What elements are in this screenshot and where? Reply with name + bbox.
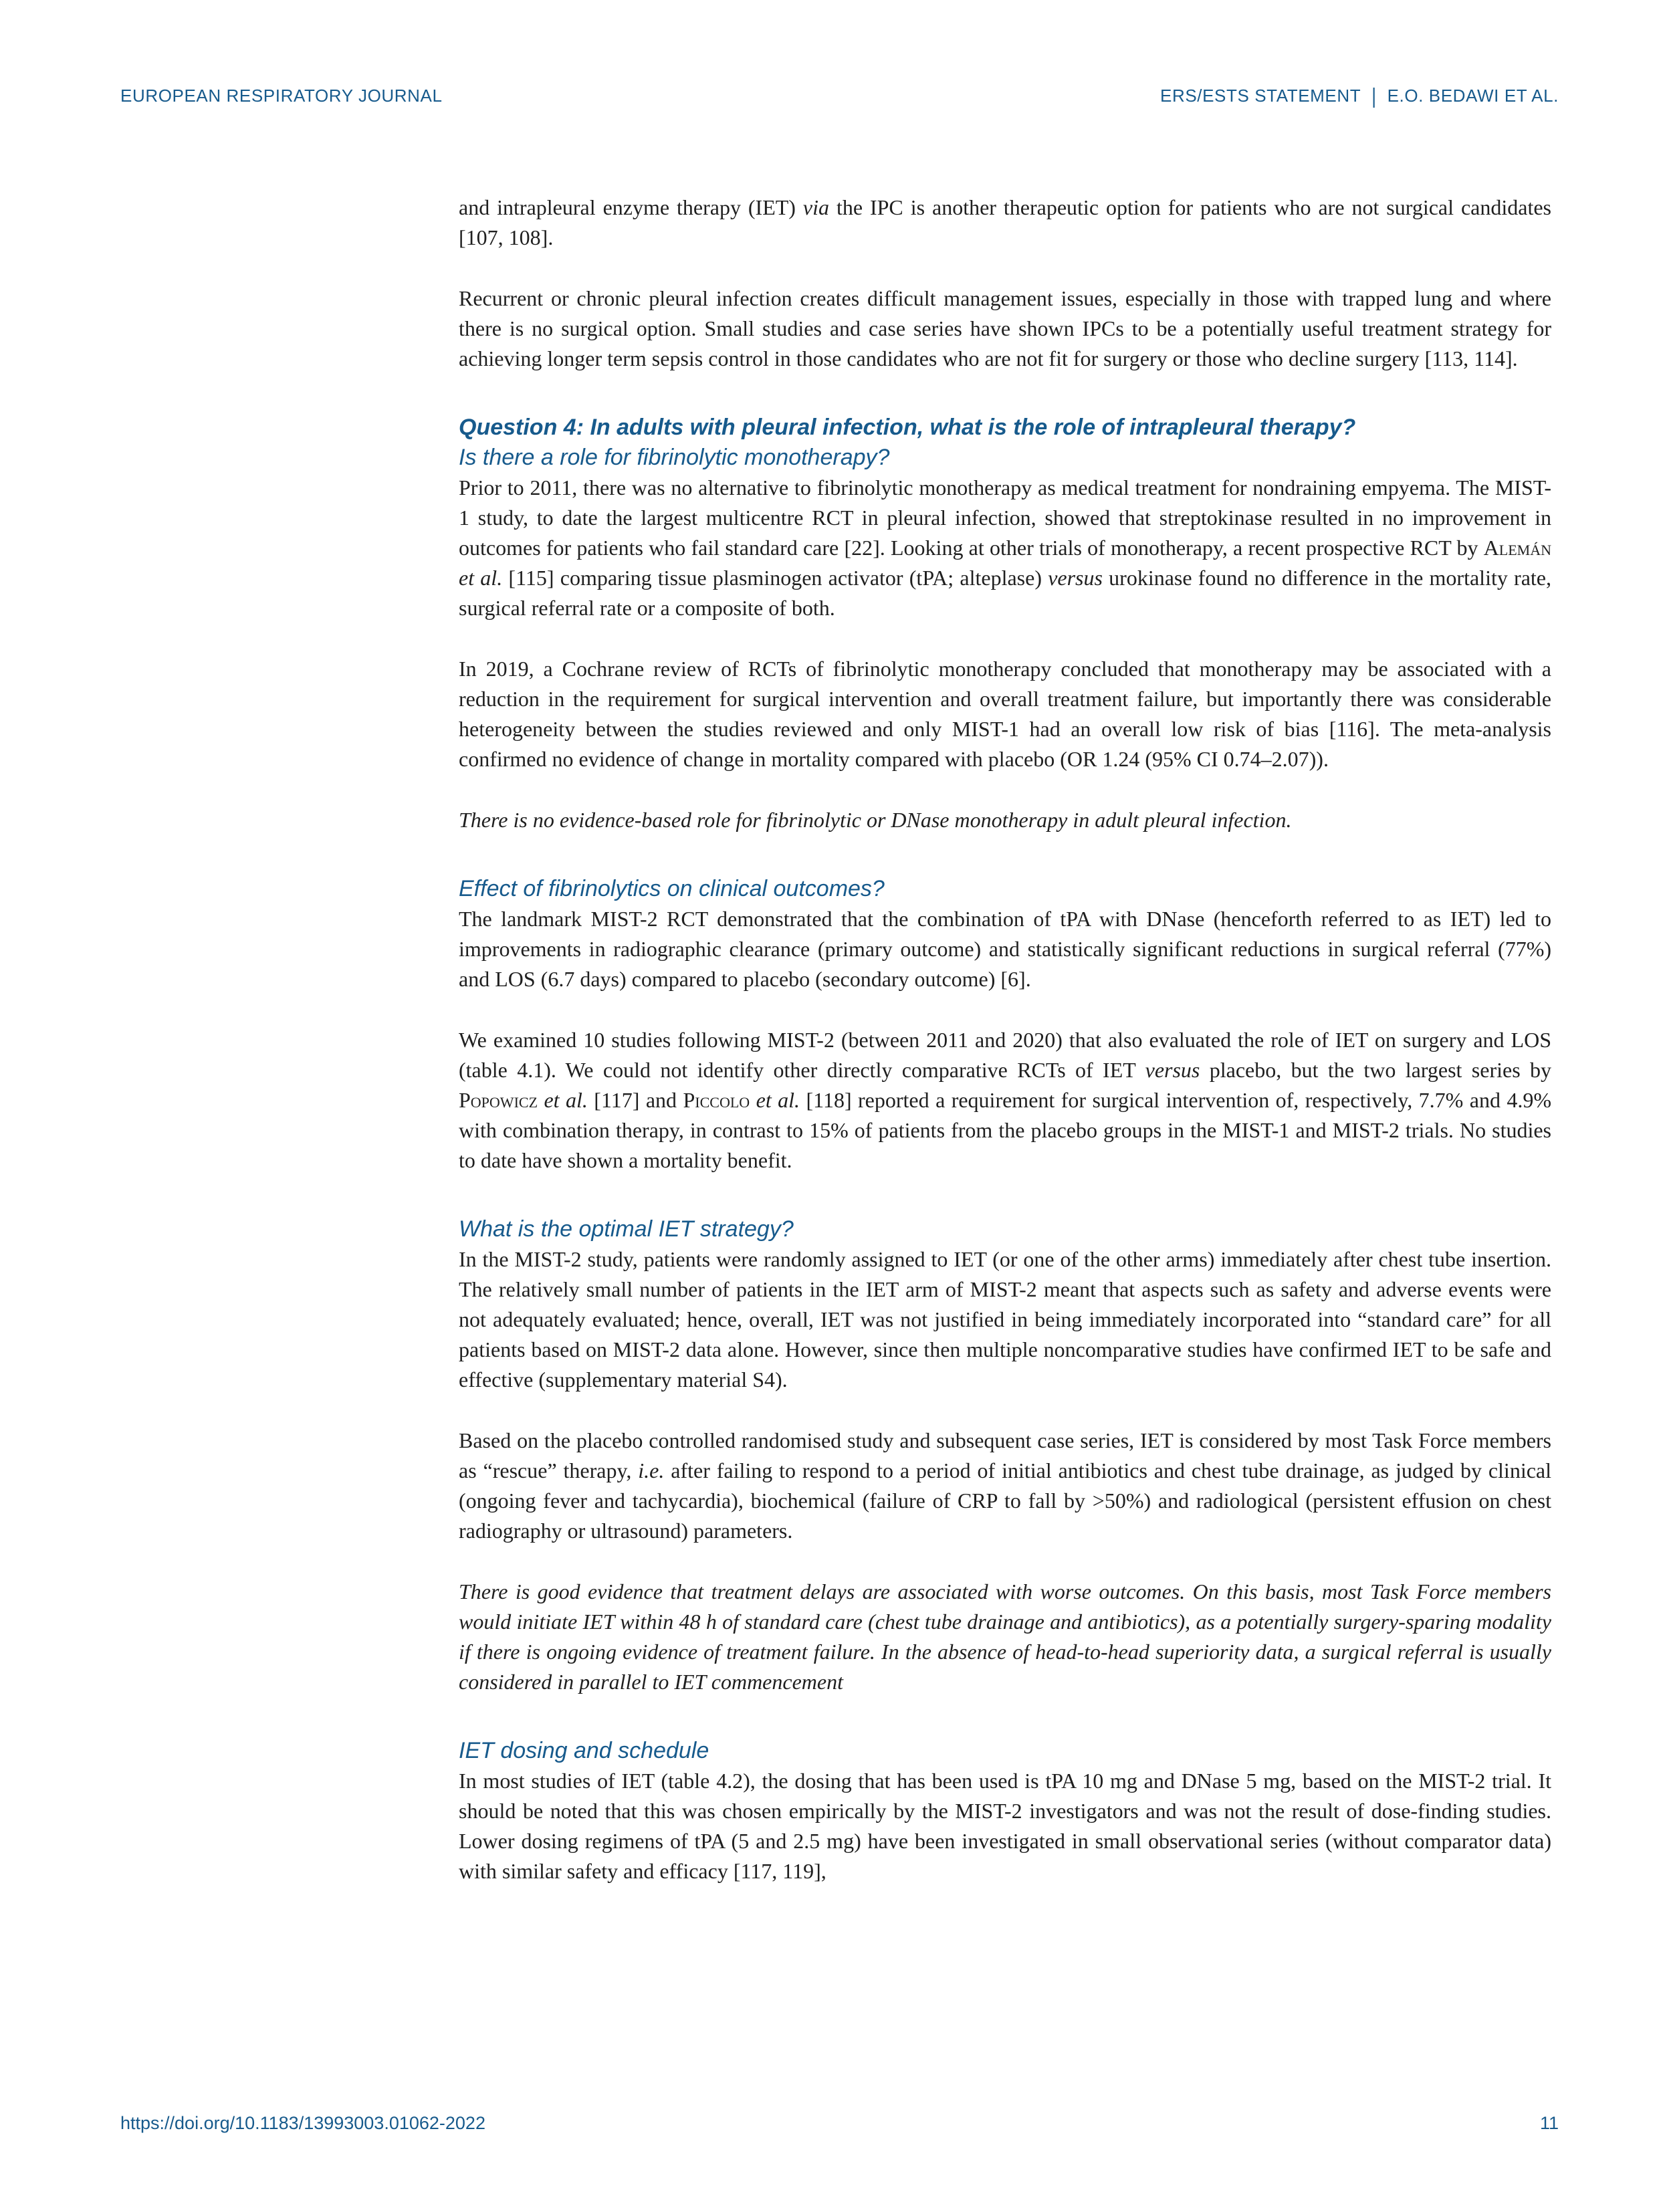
text-run: Alemán: [1483, 536, 1551, 560]
paragraph-rescue-therapy: [459, 1426, 1551, 1546]
text-run: after failing to respond to a period of initial antibiotics and chest tube drainage, as judged by clinical (ongoing fever and tachycardia), biochemical (failure of CRP to fall by >50%) and radiological (persistent effusion on chest radiography or ultrasound) parameters.: [459, 1458, 1552, 1543]
text-run: Question 4: In adults with pleural infection, what is the role of intrapleural therapy?: [459, 415, 1356, 440]
page-number: 11: [1539, 2113, 1559, 2133]
text-run: Based on the placebo controlled randomised study and subsequent case series, IET is considered by most Task Force members as “rescue” therapy,: [459, 1428, 1551, 1482]
text-run: Popowicz: [459, 1088, 538, 1112]
text-run: et al.: [544, 1088, 588, 1112]
paragraph-ipc-continuation: [459, 193, 1551, 253]
text-run: We examined 10 studies following MIST-2 (between 2011 and 2020) that also evaluated the role of IET on surgery and LOS (table 4.1). We could not identify other directly comparative RCTs of IET: [459, 1028, 1551, 1082]
text-run: placebo, but the two largest series by: [1200, 1058, 1552, 1082]
text-run: In the MIST-2 study, patients were randomly assigned to IET (or one of the other arms) immediately after chest tube insertion. The relatively small number of patients in the IET arm of MIST-2 meant that aspects such as safety and adverse events were not adequately evaluated; hence, overall, IET was not justified in being immediately incorporated into “standard care” for all patients based on MIST-2 data alone. However, since then multiple noncomparative studies have confirmed IET to be safe and effective (supplementary material S4).: [459, 1247, 1551, 1392]
text-run: [118] reported a requirement for surgical intervention of, respectively, 7.7% and 4.9% with combination therapy, in contrast to 15% of patients from the placebo groups in the MIST-1 and MIST-2 trials. No studies to date have shown a mortality benefit.: [459, 1088, 1552, 1172]
text-run: The landmark MIST-2 RCT demonstrated that the combination of tPA with DNase (henceforth referred to as IET) led to improvements in radiographic clearance (primary outcome) and statistically significant reductions in surgical referral (77%) and LOS (6.7 days) compared to placebo (secondary outcome) [6].: [459, 907, 1551, 991]
text-run: [750, 1088, 756, 1112]
heading-question-4: [459, 413, 1551, 443]
page-header: [120, 84, 1559, 107]
statement-treatment-delays: [459, 1577, 1551, 1697]
page-footer: [120, 2112, 1559, 2134]
text-run: What is the optimal IET strategy?: [459, 1216, 794, 1242]
doi-link[interactable]: https://doi.org/10.1183/13993003.01062-2022: [120, 2113, 485, 2133]
text-run: the IPC is another therapeutic option for patients who are not surgical candidates [107, 108].: [459, 195, 1552, 249]
text-run: i.e.: [638, 1458, 665, 1482]
text-run: There is no evidence-based role for fibrinolytic or DNase monotherapy in adult pleural infection.: [459, 808, 1292, 832]
text-run: versus: [1048, 566, 1103, 590]
text-run: Prior to 2011, there was no alternative to fibrinolytic monotherapy as medical treatment for nondraining empyema. The MIST-1 study, to date the largest multicentre RCT in pleural infection, showed that streptokinase resulted in no improvement in outcomes for patients who fail standard care [22]. Looking at other trials of monotherapy, a recent prospective RCT by: [459, 475, 1551, 560]
text-run: IET dosing and schedule: [459, 1738, 709, 1763]
text-run: urokinase found no difference in the mortality rate, surgical referral rate or a composite of both.: [459, 566, 1552, 620]
statement-no-evidence-monotherapy: [459, 805, 1551, 835]
authors-label: E.O. BEDAWI ET AL.: [1387, 86, 1559, 106]
paragraph-mist2-randomisation: [459, 1244, 1551, 1395]
text-run: [115] comparing tissue plasminogen activator (tPA; alteplase): [502, 566, 1048, 590]
text-run: et al.: [756, 1088, 800, 1112]
paragraph-recurrent-infection: [459, 284, 1551, 374]
header-separator: |: [1371, 83, 1377, 108]
text-run: There is good evidence that treatment delays are associated with worse outcomes. On this basis, most Task Force members would initiate IET within 48 h of standard care (chest tube drainage and antibiotics), as a potentially surgery-sparing modality if there is ongoing evidence of treatment failure. In the absence of head-to-head superiority data, a surgical referral is usually considered in parallel to IET commencement: [459, 1579, 1551, 1694]
text-run: et al.: [459, 566, 503, 590]
text-run: In most studies of IET (table 4.2), the dosing that has been used is tPA 10 mg and DNase 5 mg, based on the MIST-2 trial. It should be noted that this was chosen empirically by the MIST-2 investigators and was not the result of dose-finding studies. Lower dosing regimens of tPA (5 and 2.5 mg) have been investigated in small observational series (without comparator data) with similar safety and efficacy [117, 119],: [459, 1769, 1551, 1883]
paragraph-iet-dosing: [459, 1766, 1551, 1886]
journal-title: EUROPEAN RESPIRATORY JOURNAL: [120, 86, 443, 106]
paragraph-mist2-landmark: [459, 904, 1551, 994]
text-run: and intrapleural enzyme therapy (IET): [459, 195, 803, 219]
text-run: Piccolo: [683, 1088, 750, 1112]
text-run: Effect of fibrinolytics on clinical outcomes?: [459, 876, 885, 901]
paragraph-cochrane-review: [459, 654, 1551, 774]
text-run: In 2019, a Cochrane review of RCTs of fibrinolytic monotherapy concluded that monotherapy may be associated with a reduction in the requirement for surgical intervention and overall treatment failure, but importantly there was considerable heterogeneity between the studies reviewed and only MIST-1 had an overall low risk of bias [116]. The meta-analysis confirmed no evidence of change in mortality compared with placebo (OR 1.24 (95% CI 0.74–2.07)).: [459, 657, 1551, 771]
subheading-effect-of-fibrinolytics: [459, 874, 1551, 904]
article-body: [459, 193, 1551, 1917]
text-run: via: [802, 195, 829, 219]
text-run: Recurrent or chronic pleural infection creates difficult management issues, especially in those with trapped lung and where there is no surgical option. Small studies and case series have shown IPCs to be a potentially useful treatment strategy for achieving longer term sepsis control in those candidates who are not fit for surgery or those who decline surgery [113, 114].: [459, 286, 1551, 370]
paragraph-ten-studies: [459, 1025, 1551, 1176]
paragraph-prior-to-2011: [459, 473, 1551, 623]
text-run: [117] and: [587, 1088, 683, 1112]
subheading-optimal-iet-strategy: [459, 1214, 1551, 1244]
article-type-label: ERS/ESTS STATEMENT: [1160, 86, 1361, 106]
subheading-iet-dosing-schedule: [459, 1736, 1551, 1766]
text-run: versus: [1145, 1058, 1200, 1082]
text-run: Is there a role for fibrinolytic monotherapy?: [459, 445, 890, 470]
running-head: [1160, 84, 1559, 107]
subheading-fibrinolytic-monotherapy: [459, 443, 1551, 473]
